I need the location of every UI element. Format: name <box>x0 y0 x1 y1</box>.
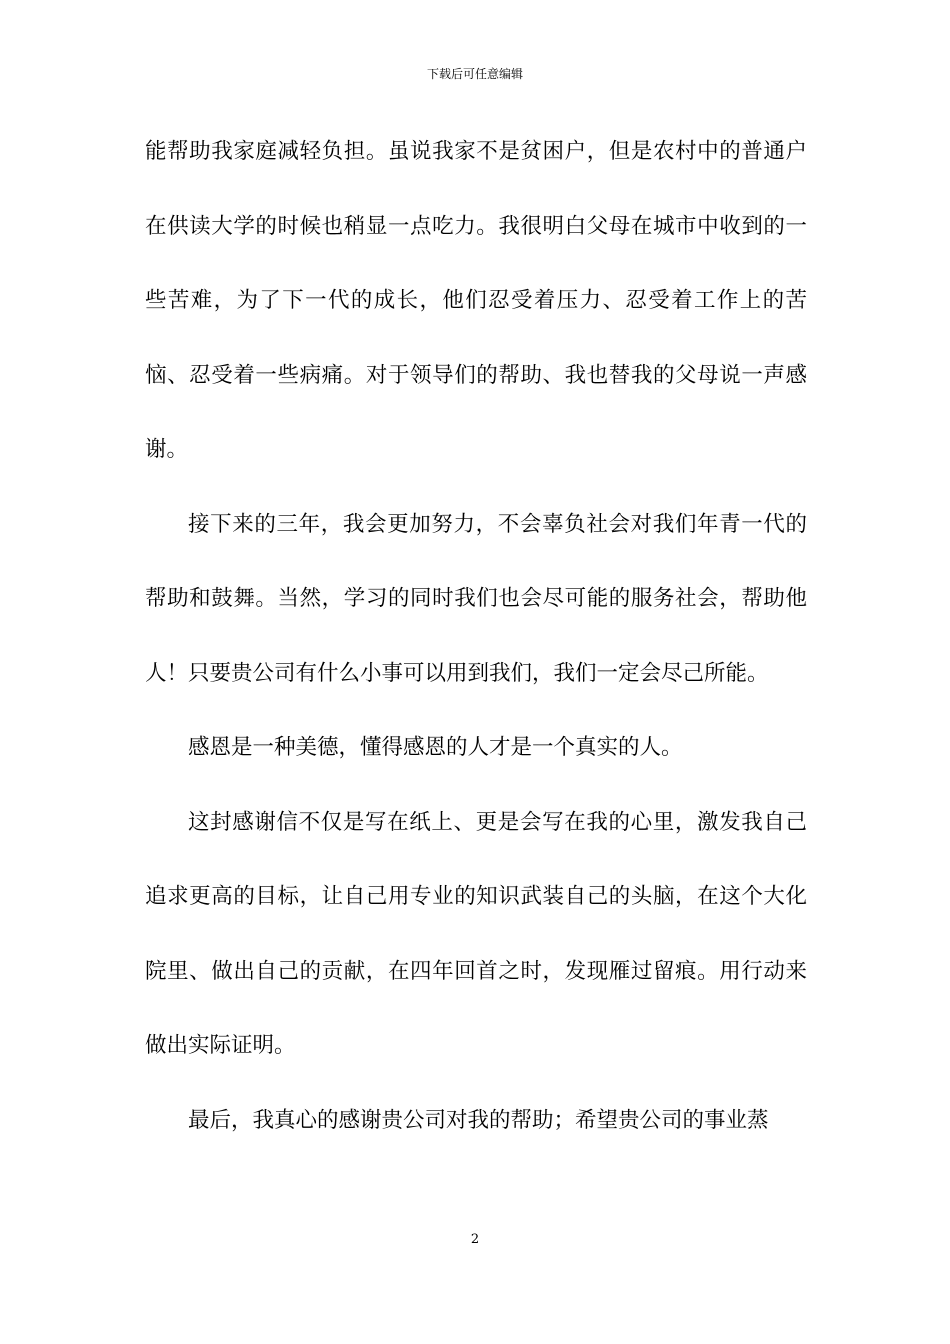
paragraph-closing: 最后，我真心的感谢贵公司对我的帮助；希望贵公司的事业蒸 <box>188 1107 769 1133</box>
page-number: 2 <box>470 1232 480 1247</box>
paragraph-continuation: 能帮助我家庭减轻负担。虽说我家不是贫困户，但是农村中的普通户在供读大学的时候也稍显一点吃力。我很明白父母在城市中收到的一些苦难，为了下一代的成长，他们忍受着压力、忍受着工作上的苦恼、忍受着一些病痛。对于领导们的帮助、我也替我的父母说一声感谢。 <box>145 139 807 462</box>
page-header: 下载后可任意编辑 <box>426 67 523 81</box>
paragraph-future-effort: 接下来的三年，我会更加努力，不会辜负社会对我们年青一代的帮助和鼓舞。当然，学习的同时我们也会尽可能的服务社会，帮助他人！只要贵公司有什么小事可以用到我们，我们一定会尽己所能。 <box>145 511 807 686</box>
paragraph-gratitude-virtue: 感恩是一种美德，懂得感恩的人才是一个真实的人。 <box>188 735 683 760</box>
letter-body <box>145 115 807 1158</box>
paragraph-letter-meaning: 这封感谢信不仅是写在纸上、更是会写在我的心里，激发我自己追求更高的目标，让自己用专业的知识武装自己的头脑，在这个大化院里、做出自己的贡献，在四年回首之时，发现雁过留痕。用行动来做出实际证明。 <box>145 809 807 1058</box>
